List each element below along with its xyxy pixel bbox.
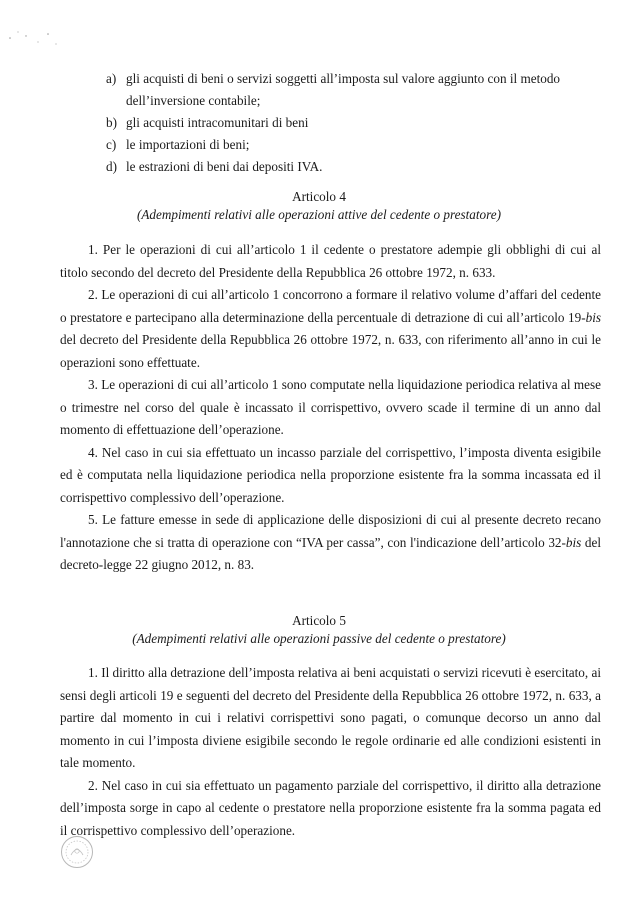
list-item-label: d) xyxy=(106,159,117,174)
article-5-body xyxy=(60,662,601,842)
article-4-subtitle: (Adempimenti relativi alle operazioni attive del cedente o prestatore) xyxy=(136,207,502,222)
article-4-paragraph-4: 4. Nel caso in cui sia effettuato un incasso parziale del corrispettivo, l’imposta diventa esigibile ed è computata nella liquidazione periodica nella proporzione esistente fra la somma incassata ed il corrispettivo complessivo dell’operazione. xyxy=(60,444,601,505)
article-4-paragraph-1: 1. Per le operazioni di cui all’articolo 1 il cedente o prestatore adempie gli obblighi di cui al titolo secondo del decreto del Presidente della Repubblica 26 ottobre 1972, n. 633. xyxy=(60,242,601,280)
article-5-title: Articolo 5 xyxy=(292,613,346,628)
article-5-paragraph-2: 2. Nel caso in cui sia effettuato un pagamento parziale del corrispettivo, il diritto alla detrazione dell’imposta sorge in capo al cedente o prestatore nella proporzione esistente fra la somma pagata ed il corrispettivo complessivo dell’operazione. xyxy=(60,777,601,838)
list-item-text: le estrazioni di beni dai depositi IVA. xyxy=(126,159,323,174)
list-item-text: gli acquisti intracomunitari di beni xyxy=(126,115,309,130)
list-item xyxy=(98,156,598,178)
acquisti-list xyxy=(98,68,598,178)
article-5-paragraph-1: 1. Il diritto alla detrazione dell’imposta relativa ai beni acquistati o servizi ricevuti è esercitato, ai sensi degli articoli 19 e seguenti del decreto del Presidente della Repubblica 26 ottobre 1972, n. 633, a partire dal momento in cui i relativi corrispettivi sono pagati, o comunque decorso un anno dal momento in cui l’imposta diviene esigibile secondo le regole ordinarie ed alle condizioni esistenti in tale momento. xyxy=(60,665,602,770)
article-4-heading xyxy=(0,188,638,224)
article-4-paragraph-2 xyxy=(60,284,601,374)
article-4-paragraph-3: 3. Le operazioni di cui all’articolo 1 sono computate nella liquidazione periodica relativa al mese o trimestre nel corso del quale è incassato il corrispettivo, ovvero scade il termine di un anno dal momento di effettuazione dell’operazione. xyxy=(60,377,601,437)
article-4-paragraph-5-text: 5. Le fatture emesse in sede di applicazione delle disposizioni di cui al presente decreto recano l'annotazione che si tratta di operazione con “IVA per cassa”, con l'indicazione dell’articolo 32- xyxy=(60,512,601,550)
article-4-title: Articolo 4 xyxy=(292,189,346,204)
article-4-paragraph-5 xyxy=(60,509,601,577)
list-item xyxy=(98,68,598,112)
list-item xyxy=(98,112,598,134)
article-4-paragraph-2-text: 2. Le operazioni di cui all’articolo 1 concorrono a formare il relativo volume d’affari del cedente o prestatore e partecipano alla determinazione della percentuale di detrazione di cui all’articolo 19- xyxy=(60,287,601,325)
list-item-text: le importazioni di beni; xyxy=(126,137,250,152)
list-item-text: gli acquisti di beni o servizi soggetti all’imposta sul valore aggiunto con il metodo dell’inversione contabile; xyxy=(126,71,561,108)
list-item xyxy=(98,134,598,156)
list-item-label: a) xyxy=(106,71,117,86)
article-4-body xyxy=(60,239,601,577)
article-5-subtitle: (Adempimenti relativi alle operazioni passive del cedente o prestatore) xyxy=(132,631,506,646)
article-4-paragraph-5-tail: del decreto-legge 22 giugno 2012, n. 83. xyxy=(60,534,601,572)
article-4-paragraph-2-italic: bis xyxy=(585,309,601,325)
article-4-paragraph-5-italic: bis xyxy=(565,534,582,550)
official-seal-icon xyxy=(60,835,94,869)
scan-speckle-icon xyxy=(4,22,66,48)
list-item-label: b) xyxy=(106,115,117,130)
article-5-heading xyxy=(0,612,638,648)
list-item-label: c) xyxy=(106,137,117,152)
article-4-paragraph-2-tail: del decreto del Presidente della Repubblica 26 ottobre 1972, n. 633, con riferimento all’anno in cui le operazioni sono effettuate. xyxy=(60,332,601,370)
